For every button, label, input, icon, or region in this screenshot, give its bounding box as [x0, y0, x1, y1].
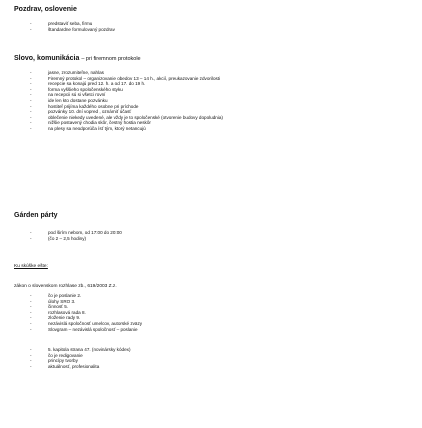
list-item: - čo je poslanie 2.	[30, 293, 82, 298]
heading-pozdrav: Pozdrav, oslovenie	[14, 6, 77, 13]
heading-garden-party: Gárden párty	[14, 212, 58, 219]
list-item: - úlohy SRO 3.	[30, 298, 76, 304]
list-item: - nezávislá spoločnosť umelcov, autorské zväzy	[30, 320, 143, 326]
list-item: - recepcie sa konajú pred 12. h. a od 17. do 19 h.	[30, 81, 146, 87]
heading-komunikacia: Slovo, komunikácia – pri firemnom protokole	[14, 55, 141, 62]
list-item: - aktuálnosť, profesionalita	[30, 363, 100, 369]
list-item: - princípy tvorby	[30, 358, 78, 364]
law-title: zákon o slovenskom rozhlase zb., 619/2003 Z.z.	[14, 284, 117, 289]
list-item: - Firemný protokol – organizovanie obedov 13 – 14 h., akcií, preukazovanie zdvorilosti	[30, 75, 221, 81]
list-item: - Slovgram – nezávislá spoločnosť – poslanie	[30, 326, 138, 332]
list-item: - oblečenie niekedy uvedené, ale vždy je to spoločenské (otvorenie budovy dopoludnia)	[30, 114, 223, 120]
list-item: - jasne, zrozumiteľne, nahlas	[30, 70, 104, 75]
heading-skuska: Ku skúške ešte:	[14, 264, 48, 269]
list-item: - čo je redigovanie	[30, 352, 83, 358]
list-item: - rozhlasová rada 8.	[30, 309, 86, 315]
list-komunikacia	[30, 70, 223, 132]
list-kodex	[30, 347, 130, 369]
list-item: - 5. kapitola strana 47. (novinársky kódex)	[30, 347, 131, 352]
list-pozdrav	[30, 21, 115, 32]
list-item: - ide len kto dostane pozvánku	[30, 97, 108, 103]
list-garden-party	[30, 230, 122, 241]
list-item: - pozvánky 10. dní vopred , oznámiť účasť	[30, 109, 132, 115]
list-item: - štandardne formulovaný pozdrav	[30, 26, 115, 32]
list-item: - (čo 2 – 2,5 hodiny)	[30, 235, 87, 241]
list-item: - forma vyššieho spoločenského styku	[30, 86, 123, 92]
list-item: - predstaviť seba, firmu	[30, 21, 93, 26]
list-item: - zloženie rady 9.	[30, 315, 81, 321]
list-item: - na plesy sa neodporúča ísť tým, ktorý netancujú	[30, 125, 146, 131]
list-item: - nižšie postavený chodia skôr, čestný hostia neskôr	[30, 120, 151, 126]
list-item: - pod širím nebom, od 17:00 do 20:00	[30, 230, 122, 235]
list-item: - hostiteľ prijíma každého osobne pri príchode	[30, 103, 139, 109]
list-item: - na recepcii sú si všetci rovní	[30, 92, 106, 98]
list-zakon	[30, 293, 142, 332]
list-item: - činnosť 5.	[30, 304, 69, 310]
